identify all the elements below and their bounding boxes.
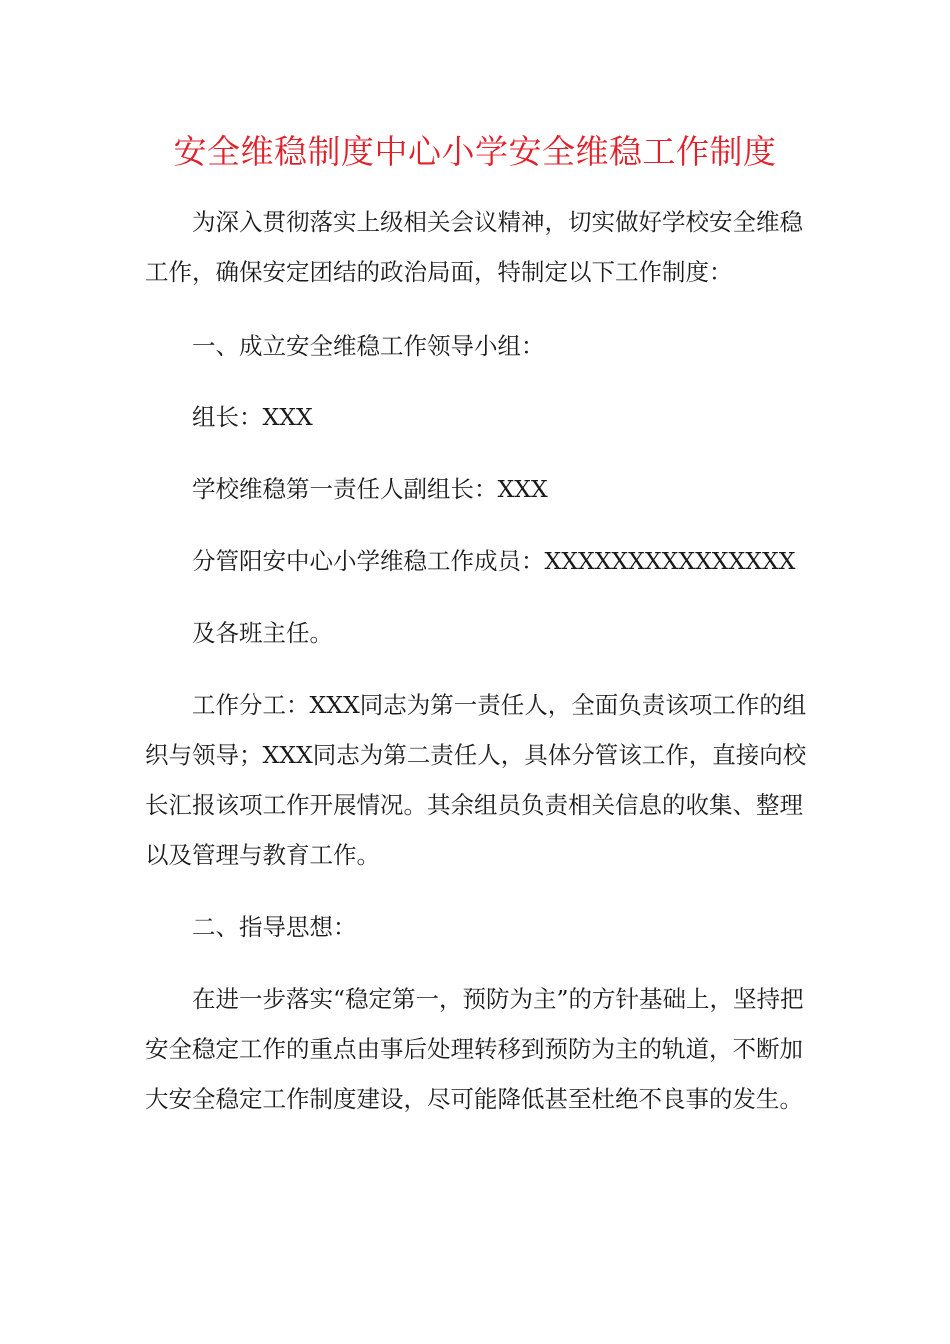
members-line: 分管阳安中心小学维稳工作成员：XXXXXXXXXXXXXXX	[192, 547, 796, 575]
leader-line: 组长：XXX	[192, 403, 313, 431]
intro-paragraph: 为深入贯彻落实上级相关会议精神，切实做好学校安全维稳工作，确保安定团结的政治局面，特制定以下工作制度：	[145, 208, 803, 286]
guiding-thought-paragraph: 在进一步落实“稳定第一，预防为主”的方针基础上，坚持把安全稳定工作的重点由事后处理转移到预防为主的轨道，不断加大安全稳定工作制度建设，尽可能降低甚至杜绝不良事的发生。	[145, 985, 804, 1113]
section-2-heading: 二、指导思想：	[192, 913, 357, 941]
deputy-leader-line: 学校维稳第一责任人副组长：XXX	[192, 475, 548, 503]
document-title: 安全维稳制度中心小学安全维稳工作制度	[173, 132, 777, 171]
work-division-paragraph: 工作分工：XXX同志为第一责任人，全面负责该项工作的组织与领导；XXX同志为第二责任人，具体分管该工作，直接向校长汇报该项工作开展情况。其余组员负责相关信息的收集、整理以及管理与教育工作。	[145, 691, 807, 869]
members-continuation: 及各班主任。	[192, 619, 333, 647]
section-1-heading: 一、成立安全维稳工作领导小组：	[192, 332, 545, 360]
